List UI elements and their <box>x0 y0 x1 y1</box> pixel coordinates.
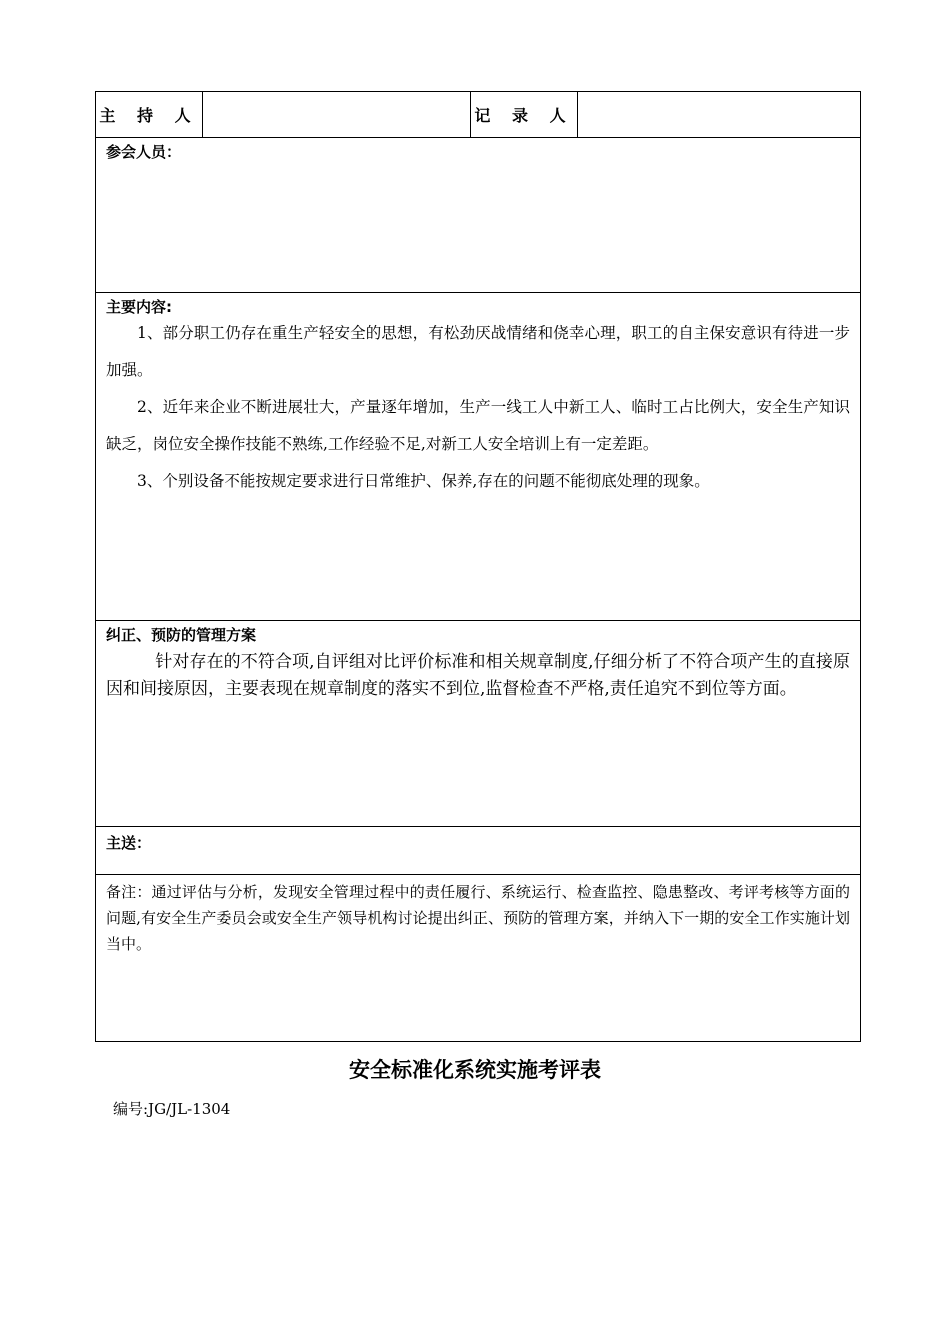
corrective-row <box>96 621 861 827</box>
main-content-item-2: 2、近年来企业不断进展壮大，产量逐年增加，生产一线工人中新工人、临时工占比例大，安全生产知识缺乏，岗位安全操作技能不熟练,工作经验不足,对新工人安全培训上有一定差距。 <box>106 398 850 453</box>
header-row <box>96 92 861 138</box>
send-to-title: 主送： <box>106 834 152 852</box>
send-to-row <box>96 827 861 875</box>
attendees-title: 参会人员： <box>106 143 182 161</box>
record-form <box>95 91 860 1042</box>
document-title: 安全标准化系统实施考评表 <box>349 1058 601 1082</box>
host-field[interactable] <box>203 92 471 138</box>
main-content-cell[interactable] <box>96 293 861 621</box>
attendees-row <box>96 138 861 293</box>
host-label: 主 持 人 <box>96 92 203 138</box>
send-to-cell[interactable] <box>96 827 861 875</box>
remark-text: 备注：通过评估与分析，发现安全管理过程中的责任履行、系统运行、检查监控、隐患整改、考评考核等方面的问题,有安全生产委员会或安全生产领导机构讨论提出纠正、预防的管理方案，并纳入下一期的安全工作实施计划当中。 <box>106 883 850 953</box>
attendees-cell[interactable] <box>96 138 861 293</box>
main-content-item-1: 1、部分职工仍存在重生产轻安全的思想，有松劲厌战情绪和侥幸心理，职工的自主保安意识有待进一步加强。 <box>106 324 850 379</box>
main-content-title: 主要内容: <box>106 298 172 316</box>
remark-cell[interactable] <box>96 875 861 1042</box>
main-content-row <box>96 293 861 621</box>
corrective-title: 纠正、预防的管理方案 <box>106 626 257 644</box>
remark-row <box>96 875 861 1042</box>
main-content-item-3: 3、个别设备不能按规定要求进行日常维护、保养,存在的问题不能彻底处理的现象。 <box>137 472 710 490</box>
corrective-cell[interactable] <box>96 621 861 827</box>
record-table <box>95 91 861 1042</box>
recorder-field[interactable] <box>578 92 861 138</box>
document-number: 编号:JG/JL-1304 <box>113 1100 231 1118</box>
corrective-text: 针对存在的不符合项,自评组对比评价标准和相关规章制度,仔细分析了不符合项产生的直接原因和间接原因，主要表现在规章制度的落实不到位,监督检查不严格,责任追究不到位等方面。 <box>106 652 850 699</box>
recorder-label: 记 录 人 <box>471 92 578 138</box>
